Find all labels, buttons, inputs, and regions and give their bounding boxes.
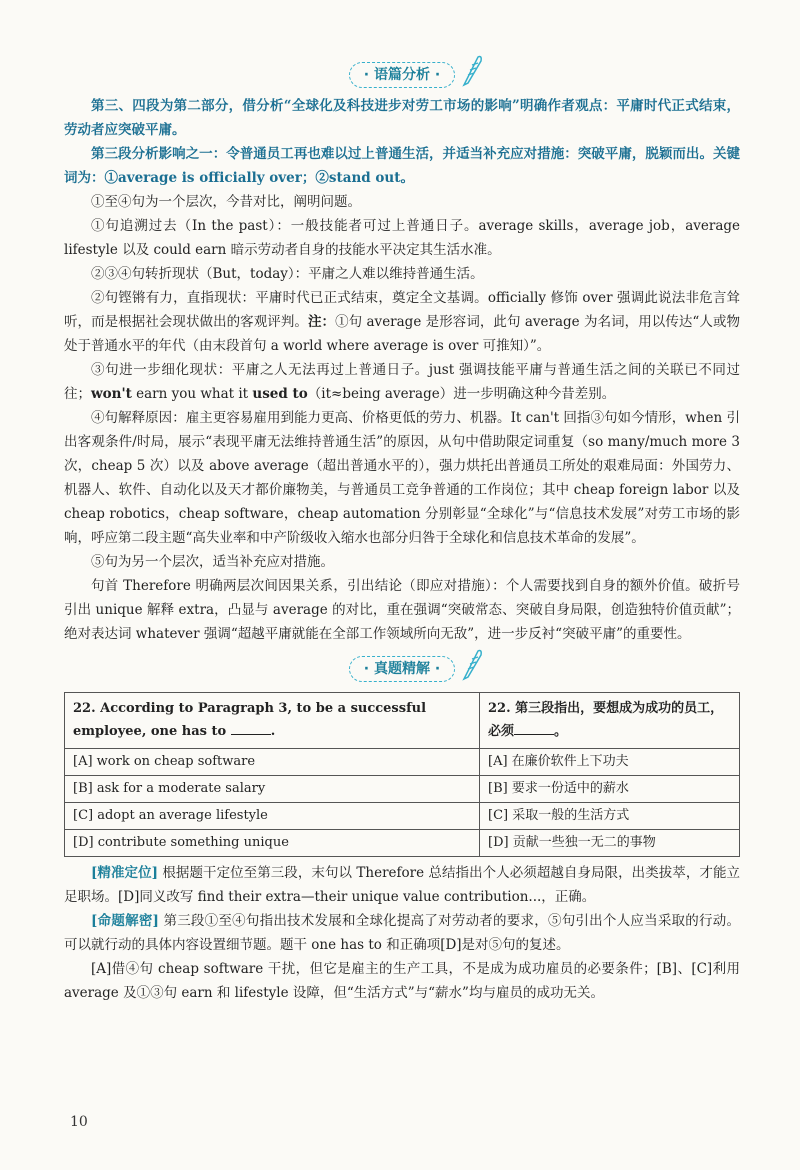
option-en: [B] ask for a moderate salary [65, 776, 480, 803]
bold-used-to: used to [252, 386, 308, 402]
analysis-p5-b: earn you what it [131, 386, 253, 402]
locate-paragraph [64, 861, 740, 909]
question-table [64, 692, 740, 857]
locate-text: 根据题干定位至第三段，末句以 Therefore 总结指出个人必须超越自身局限，出类拔萃，才能立足职场。[D]同义改写 find their extra—their unique value contribution...，正确。 [64, 865, 740, 905]
analysis-p4-note: ①句 average 是形容词，此句 average 为名词，用以传达“人或物处于普通水平的年代（由末段首句 a world where average is over 可推知）”。 [64, 314, 740, 354]
answer-blank [514, 720, 554, 735]
question-en-end: . [270, 724, 276, 739]
analysis-p5-c: （it≈being average）进一步明确这种今昔差别。 [307, 386, 616, 402]
section-title: 真题精解 [374, 661, 430, 677]
option-cn: [B] 要求一份适中的薪水 [480, 776, 740, 803]
analysis-p3: ②③④句转折现状（But，today）：平庸之人难以维持普通生活。 [91, 266, 484, 282]
analysis-p1: ①至④句为一个层次，今昔对比，阐明问题。 [91, 194, 361, 210]
decode-tag: [命题解密] [91, 913, 159, 929]
answer-blank [231, 720, 271, 735]
section-badge: · 语篇分析 · [349, 62, 455, 88]
quill-icon [460, 53, 484, 87]
option-cn: [A] 在廉价软件上下功夫 [480, 749, 740, 776]
question-row [65, 693, 740, 749]
locate-tag: [精准定位] [91, 865, 159, 881]
analysis-p6: ④句解释原因：雇主更容易雇用到能力更高、价格更低的劳力、机器。It can't 回指③句如今情形，when 引出客观条件/时局，展示“表现平庸无法维持普通生活”的原因，从句中借助限定词重复（so many/much more 3 次，cheap 5 次）以及 above average（超出普通水平的），强力烘托出普通员工所处的艰难局面：外国劳力、机器人、软件、自动化以及天才都价廉物美，与普通员工竞争普通的工作岗位；其中 cheap foreign labor 以及 cheap robotics，cheap software，cheap automation 分别彰显“全球化”与“信息技术发展”对劳工市场的影响，呼应第二段主题“高失业率和中产阶级收入缩水也部分归咎于全球化和信息技术革命的发展”。 [64, 410, 740, 546]
analysis-p8: 句首 Therefore 明确两层次间因果关系，引出结论（即应对措施）：个人需要找到自身的额外价值。破折号引出 unique 解释 extra，凸显与 average 的对比，重在强调“突破常态、突破自身局限，创造独特价值贡献”；绝对表达词 whatever 强调“超越平庸就能在全部工作领域所向无敌”，进一步反衬“突破平庸”的重要性。 [64, 578, 740, 642]
analysis-p4 [64, 286, 740, 358]
section-header-questions [64, 656, 740, 684]
quill-icon [460, 647, 484, 681]
question-en-text: 22. According to Paragraph 3, to be a successful employee, one has to [73, 701, 427, 739]
analysis-p7: ⑤句为另一个层次，适当补充应对措施。 [91, 554, 334, 570]
section-title: 语篇分析 [374, 67, 430, 83]
intro-paragraph: 第三、四段为第二部分，借分析“全球化及科技进步对劳工市场的影响”明确作者观点：平庸时代正式结束，劳动者应突破平庸。 [64, 98, 740, 138]
question-chinese [480, 693, 740, 749]
question-english [65, 693, 480, 749]
option-row [65, 830, 740, 857]
decode-text: 第三段①至④句指出技术发展和全球化提高了对劳动者的要求，⑤句引出个人应当采取的行动。可以就行动的具体内容设置细节题。题干 one has to 和正确项[D]是对⑤句的复述。 [64, 913, 740, 953]
analysis-p5-a: ③句进一步细化现状：平庸之人无法再过上普通日子。just 强调技能平庸与普通生活之间的关联已不同过往； [64, 362, 740, 402]
option-row [65, 803, 740, 830]
section-badge: · 真题精解 · [349, 656, 455, 682]
analysis-p2: ①句追溯过去（In the past）：一般技能者可过上普通日子。average skills，average job，average lifestyle 以及 could earn 暗示劳动者自身的技能水平决定其生活水准。 [64, 218, 740, 258]
note-label: 注： [307, 314, 336, 330]
decode-paragraph [64, 909, 740, 957]
paragraph3-summary: 第三段分析影响之一：令普通员工再也难以过上普通生活，并适当补充应对措施：突破平庸，脱颖而出。关键词为：①average is officially over；②stand out。 [64, 146, 740, 186]
question-cn-end: 。 [554, 724, 568, 739]
option-cn: [D] 贡献一些独一无二的事物 [480, 830, 740, 857]
option-cn: [C] 采取一般的生活方式 [480, 803, 740, 830]
option-row [65, 776, 740, 803]
option-row [65, 749, 740, 776]
distractor-paragraph: [A]借④句 cheap software 干扰，但它是雇主的生产工具，不是成为成功雇员的必要条件；[B]、[C]利用 average 及①③句 earn 和 lifestyle 设障，但“生活方式”与“薪水”均与雇员的成功无关。 [64, 961, 740, 1001]
section-header-analysis [64, 62, 740, 90]
page-number: 10 [70, 1114, 88, 1130]
option-en: [A] work on cheap software [65, 749, 480, 776]
question-cn-text: 22. 第三段指出，要想成为成功的员工，必须 [488, 701, 724, 739]
analysis-p4-main: ②句铿锵有力，直指现状：平庸时代已正式结束，奠定全文基调。officially 修饰 over 强调此说法非危言耸听，而是根据社会现状做出的客观评判。 [64, 290, 740, 330]
option-en: [D] contribute something unique [65, 830, 480, 857]
option-en: [C] adopt an average lifestyle [65, 803, 480, 830]
page-content [64, 58, 740, 1005]
analysis-p5 [64, 358, 740, 406]
bold-wont: won't [91, 386, 132, 402]
